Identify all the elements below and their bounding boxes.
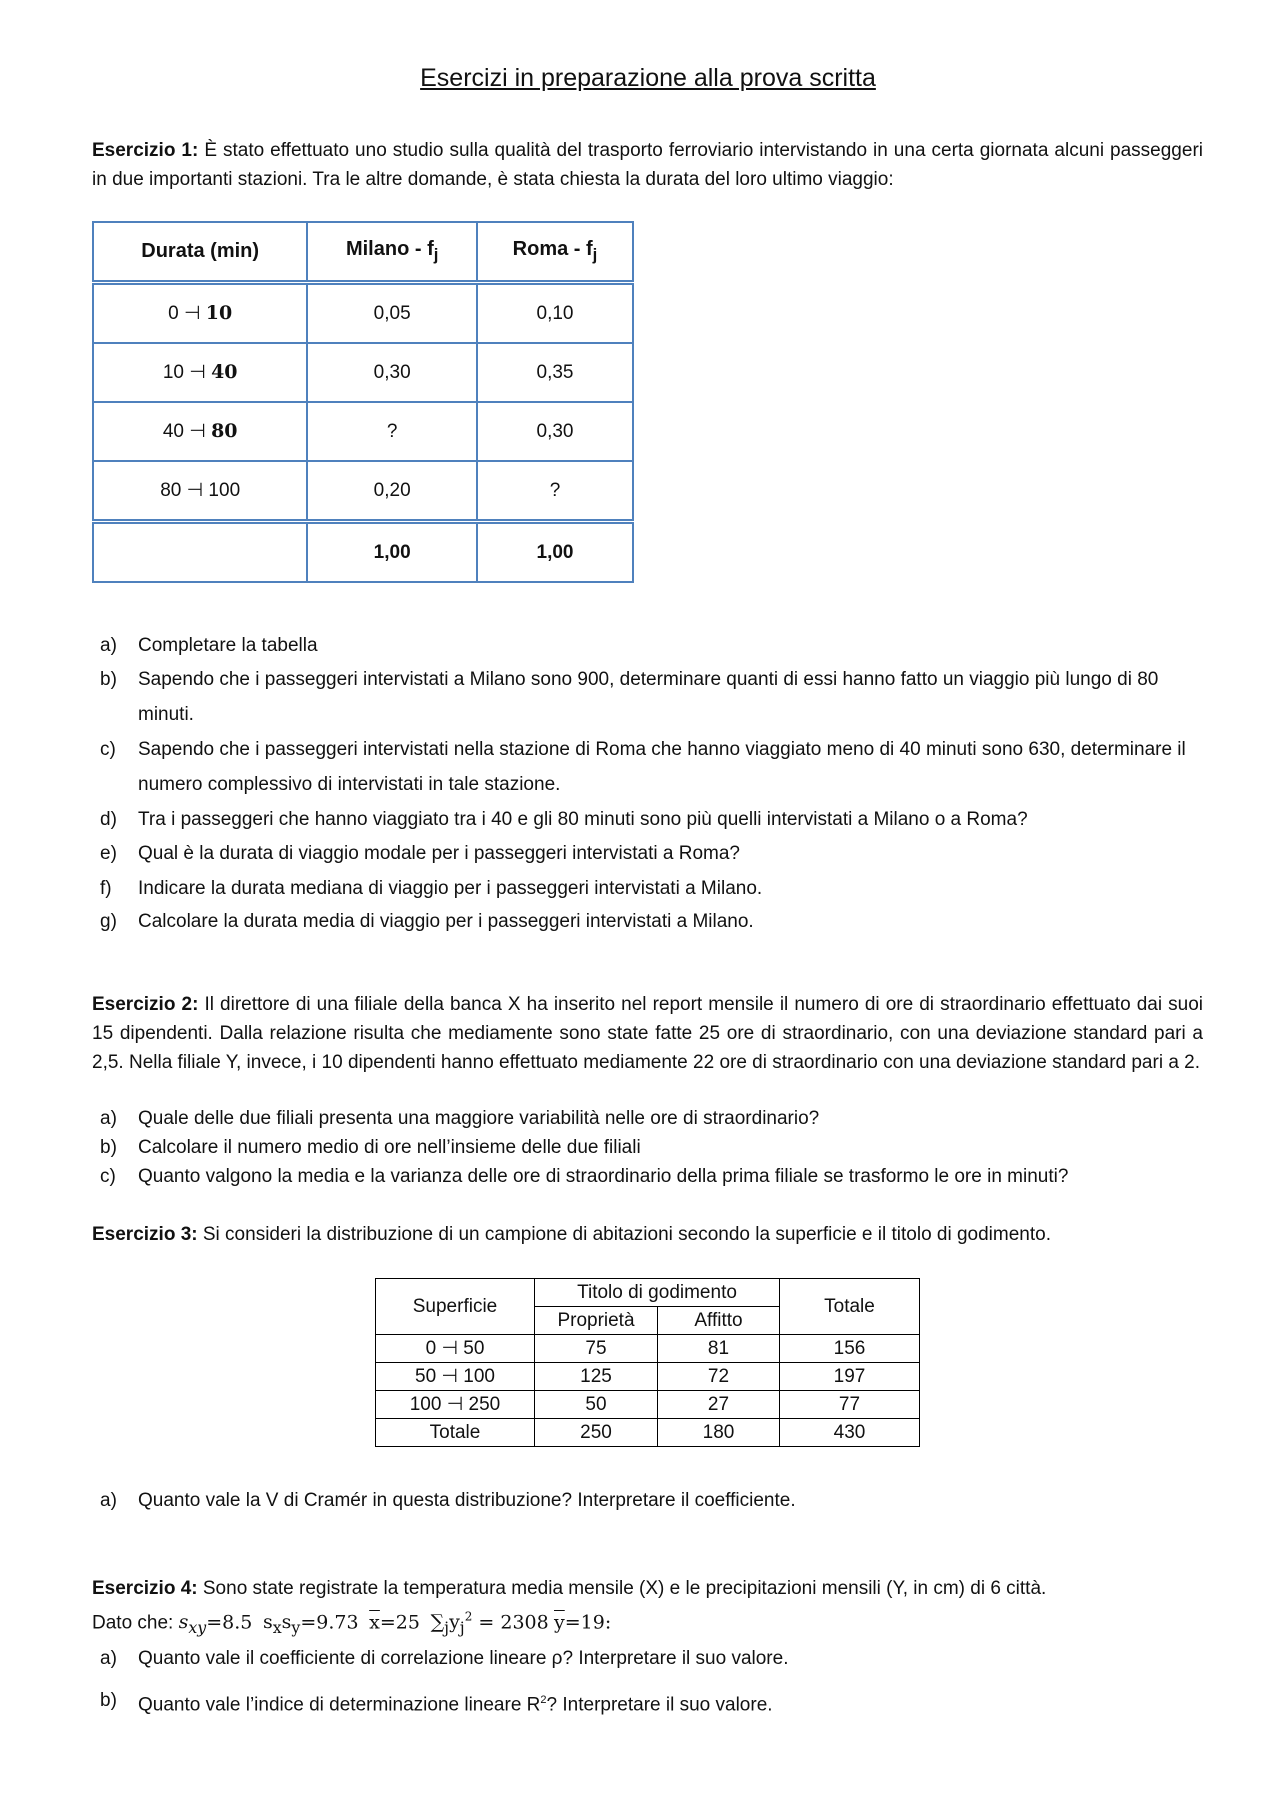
- exercise-3-intro: Esercizio 3: Si consideri la distribuzione di un campione di abitazioni secondo la superficie e il titolo di godimento.: [92, 1224, 1051, 1245]
- question: a) Quale delle due filiali presenta una maggiore variabilità nelle ore di straordinario?: [100, 1108, 820, 1129]
- exercise-label: Esercizio 1:: [92, 140, 199, 161]
- question: b) Calcolare il numero medio di ore nell’insieme delle due filiali: [100, 1137, 641, 1158]
- exercise-text: È stato effettuato uno studio sulla qualità del trasporto ferroviario intervistando in una certa giornata alcuni passeggeri in due importanti stazioni. Tra le altre domande, è stata chiesta la durata del loro ultimo viaggio:: [92, 140, 1203, 190]
- table-row: 0 ⊣ 50 75 81 156: [376, 1335, 920, 1363]
- table-row: 40 ⊣ 80 ? 0,30: [93, 402, 633, 461]
- table-row: 0 ⊣ 10 0,05 0,10: [93, 283, 633, 344]
- question: g) Calcolare la durata media di viaggio per i passeggeri intervistati a Milano.: [100, 911, 754, 932]
- table-header-row: Superficie Titolo di godimento Totale: [376, 1279, 920, 1307]
- table-row: 50 ⊣ 100 125 72 197: [376, 1363, 920, 1391]
- question: e) Qual è la durata di viaggio modale per i passeggeri intervistati a Roma?: [100, 843, 740, 864]
- exercise-2-intro: Esercizio 2: Il direttore di una filiale della banca X ha inserito nel report mensile il numero di ore di straordinario effettuato dai suoi 15 dipendenti. Dalla relazione risulta che mediamente sono state fatte 25 ore di straordinario, con una deviazione standard pari a 2,5. Nella filiale Y, invece, i 10 dipendenti hanno effettuato mediamente 22 ore di straordinario con una deviazione standard pari a 2.: [92, 994, 1203, 1073]
- question: a) Quanto vale il coefficiente di correlazione lineare ρ? Interpretare il suo valore.: [100, 1648, 789, 1669]
- question: a) Completare la tabella: [100, 635, 318, 656]
- page-title: Esercizi in preparazione alla prova scritta: [420, 64, 876, 92]
- question: a) Quanto vale la V di Cramér in questa distribuzione? Interpretare il coefficiente.: [100, 1490, 796, 1511]
- question: f) Indicare la durata mediana di viaggio per i passeggeri intervistati a Milano.: [100, 878, 763, 899]
- question: c) Sapendo che i passeggeri intervistati nella stazione di Roma che hanno viaggiato meno di 40 minuti sono 630, determinare il numero complessivo di intervistati in tale stazione.: [100, 739, 1186, 795]
- housing-table: [375, 1278, 920, 1447]
- table-total-row: Totale 250 180 430: [376, 1419, 920, 1447]
- question: d) Tra i passeggeri che hanno viaggiato tra i 40 e gli 80 minuti sono più quelli intervistati a Milano o a Roma?: [100, 809, 1028, 830]
- exercise-1-intro: [92, 136, 1203, 194]
- question: c) Quanto valgono la media e la varianza delle ore di straordinario della prima filiale se trasformo le ore in minuti?: [100, 1166, 1069, 1187]
- table-row: 10 ⊣ 40 0,30 0,35: [93, 343, 633, 402]
- table-row: 100 ⊣ 250 50 27 77: [376, 1391, 920, 1419]
- exercise-4-intro: Esercizio 4: Sono state registrate la temperatura media mensile (X) e le precipitazioni mensili (Y, in cm) di 6 città. Dato che: $s_{xy}=8.5$ $s_xs_y=9.73$ $\overline{x}=25$ $\sum_jy_j^2 = 2308$ $\overline{y}=19$:: [92, 1578, 1047, 1638]
- header-cell: Milano - $f_j$: [307, 222, 477, 283]
- table-total-row: 1,00 1,00: [93, 522, 633, 583]
- question: b) Sapendo che i passeggeri intervistati a Milano sono 900, determinare quanti di essi hanno fatto un viaggio più lungo di 80 minuti.: [100, 669, 1159, 725]
- table-header-row: Proprietà Affitto: [376, 1307, 920, 1335]
- table-row: 80 ⊣ 100 0,20 ?: [93, 461, 633, 522]
- header-cell: Durata (min): [93, 222, 307, 283]
- question: b) Quanto vale l’indice di determinazione lineare $R^2$? Interpretare il suo valore.: [100, 1690, 773, 1716]
- header-cell: Roma - $f_j$: [477, 222, 633, 283]
- table-header-row: [93, 222, 633, 283]
- duration-table: [92, 221, 634, 583]
